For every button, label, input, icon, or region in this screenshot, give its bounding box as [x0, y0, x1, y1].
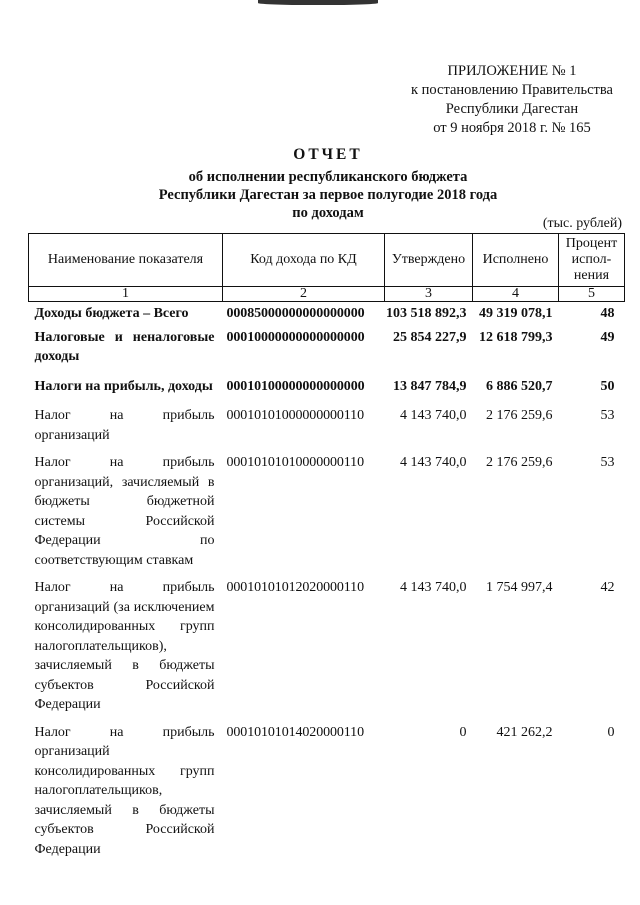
- table-row: [29, 404, 625, 451]
- row-name: Налоги на прибыль, доходы: [34, 378, 213, 394]
- column-number-row: [29, 287, 625, 302]
- row-code: 00010101010000000110: [226, 455, 364, 470]
- row-code: 00010101000000000110: [226, 408, 364, 423]
- column-number: 1: [29, 287, 223, 302]
- row-percent: 53: [600, 455, 615, 470]
- row-name: Налог на прибыль организаций консолидированных групп налогоплательщиков, зачисляемый в бюджеты субъектов Российской Федерации: [34, 724, 215, 857]
- row-executed: 6 886 520,7: [486, 378, 553, 394]
- row-approved: 0: [459, 724, 467, 740]
- row-executed: 49 319 078,1: [479, 306, 553, 321]
- row-name: Налог на прибыль организаций, зачисляемый в бюджеты бюджетной системы Российской Федерации по соответствующим ставкам: [34, 455, 215, 568]
- appendix-republic: Республики Дагестан: [445, 101, 579, 117]
- row-percent: 53: [600, 408, 615, 423]
- column-number: 4: [473, 287, 559, 302]
- table-row: [29, 721, 625, 860]
- table-row: [29, 375, 625, 405]
- appendix-header: [392, 62, 632, 138]
- row-percent: 42: [600, 580, 615, 595]
- appendix-number: ПРИЛОЖЕНИЕ № 1: [447, 63, 577, 79]
- header-code: Код дохода по КД: [223, 234, 385, 287]
- row-approved: 4 143 740,0: [400, 408, 467, 423]
- row-name: Доходы бюджета – Всего: [34, 306, 189, 321]
- appendix-date: от 9 ноября 2018 г. № 165: [433, 120, 591, 136]
- appendix-resolution: к постановлению Правительства: [411, 82, 613, 98]
- row-approved: 4 143 740,0: [400, 580, 467, 595]
- table-header-row: [29, 234, 625, 287]
- header-percent: Процент испол-нения: [559, 234, 625, 287]
- header-executed: Исполнено: [473, 234, 559, 287]
- row-executed: 1 754 997,4: [486, 580, 553, 595]
- report-title-line-3: по доходам: [292, 205, 364, 221]
- row-approved: 4 143 740,0: [400, 455, 467, 470]
- table-row: [29, 326, 625, 375]
- report-title-line-1: об исполнении республиканского бюджета: [188, 169, 468, 185]
- column-number: 2: [223, 287, 385, 302]
- row-code: 00010101012020000110: [226, 580, 364, 595]
- row-percent: 0: [607, 724, 615, 740]
- row-approved: 103 518 892,3: [386, 306, 467, 321]
- column-number: 3: [385, 287, 473, 302]
- table-row: [29, 302, 625, 326]
- row-percent: 48: [600, 306, 615, 321]
- table-row: [29, 451, 625, 576]
- row-code: 00010100000000000000: [226, 378, 365, 394]
- report-title-word: ОТЧЕТ: [293, 146, 363, 163]
- row-executed: 2 176 259,6: [486, 408, 553, 423]
- row-name: Налог на прибыль организаций (за исключением консолидированных групп налогоплательщиков), зачисляемый в бюджеты субъектов Российской Федерации: [34, 580, 215, 712]
- row-percent: 49: [600, 329, 615, 345]
- row-executed: 421 262,2: [496, 724, 553, 740]
- scan-artifact: [258, 0, 378, 5]
- row-executed: 2 176 259,6: [486, 455, 553, 470]
- row-name: Налоговые и неналоговые доходы: [34, 329, 215, 364]
- row-name: Налог на прибыль организаций: [34, 408, 215, 443]
- row-code: 00010101014020000110: [226, 724, 364, 740]
- units-label: (тыс. рублей): [542, 216, 622, 231]
- row-code: 00010000000000000000: [226, 329, 365, 345]
- report-title: [60, 146, 596, 222]
- revenue-table: [28, 233, 625, 859]
- row-code: 00085000000000000000: [226, 306, 365, 321]
- table-body: [29, 302, 625, 860]
- report-title-line-2: Республики Дагестан за первое полугодие 2018 года: [158, 187, 498, 203]
- row-executed: 12 618 799,3: [479, 329, 553, 345]
- row-approved: 25 854 227,9: [393, 329, 467, 345]
- row-percent: 50: [600, 378, 615, 394]
- table-row: [29, 576, 625, 721]
- header-approved: Утверждено: [385, 234, 473, 287]
- row-approved: 13 847 784,9: [393, 378, 467, 394]
- column-number: 5: [559, 287, 625, 302]
- header-name: Наименование показателя: [29, 234, 223, 287]
